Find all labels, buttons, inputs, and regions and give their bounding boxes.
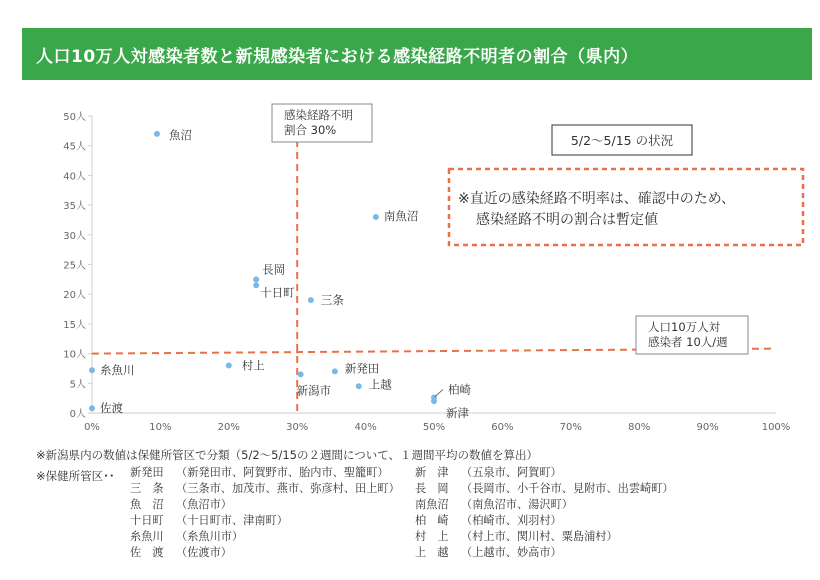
page-title: 人口10万人対感染者数と新規感染者における感染経路不明者の割合（県内） (22, 28, 812, 80)
district-areas: （新発田市、阿賀野市、胎内市、聖籠町） (176, 466, 389, 479)
district-name: 新 津 (415, 466, 449, 479)
point-label: 新津 (446, 406, 469, 421)
x-tick-label: 70% (559, 422, 582, 433)
district-name: 村 上 (415, 530, 449, 543)
district-row (130, 481, 400, 497)
district-name: 新発田 (130, 466, 164, 479)
ref-label-30pct: 割合 30% (284, 123, 337, 137)
y-tick-label: 0人 (69, 409, 86, 420)
x-tick-label: 50% (422, 422, 446, 433)
x-tick-label: 0% (84, 422, 100, 433)
point-label: 長岡 (262, 262, 286, 277)
x-tick-label: 80% (628, 422, 651, 433)
district-name: 糸魚川 (130, 530, 164, 543)
district-row (415, 497, 573, 513)
y-tick-label: 30人 (63, 230, 86, 242)
district-row (415, 529, 618, 545)
point-label: 南魚沼 (383, 208, 419, 223)
chart-axes (63, 110, 790, 433)
point-label: 新発田 (344, 361, 380, 376)
district-areas: （五泉市、阿賀町） (461, 466, 562, 479)
chart-points (89, 128, 471, 420)
y-tick-label: 35人 (63, 201, 86, 213)
period-label: 5/2～5/15 の状況 (570, 133, 674, 148)
point-新津 (431, 398, 437, 404)
ref-label-10-per-100k: 人口10万人対 (648, 320, 721, 334)
point-label: 上越 (368, 377, 392, 392)
point-label: 新潟市 (296, 383, 332, 398)
point-村上 (226, 362, 232, 368)
district-row (130, 513, 288, 529)
district-row (130, 497, 232, 513)
point-label: 糸魚川 (100, 363, 135, 378)
point-label: 佐渡 (100, 401, 123, 416)
label-connector (435, 390, 443, 397)
point-十日町 (253, 282, 259, 288)
point-label: 十日町 (260, 285, 295, 300)
district-name: 十日町 (130, 514, 164, 527)
y-tick-label: 5人 (69, 379, 86, 391)
x-tick-label: 40% (354, 422, 377, 433)
district-areas: （南魚沼市、湯沢町） (461, 498, 573, 511)
district-name: 南魚沼 (415, 498, 449, 511)
district-row (415, 513, 562, 529)
y-tick-label: 20人 (63, 290, 86, 302)
y-tick-label: 25人 (63, 260, 86, 272)
note-method: ※新潟県内の数値は保健所管区で分類（5/2～5/15の２週間について、１週間平均の数値を算出） (36, 448, 539, 462)
district-row (415, 465, 562, 481)
district-name: 佐 渡 (130, 546, 164, 559)
district-name: 魚 沼 (130, 498, 164, 511)
chart-annotations (272, 104, 803, 354)
x-tick-label: 100% (761, 422, 791, 433)
caution-box (449, 169, 803, 245)
point-三条 (308, 297, 314, 303)
point-長岡 (253, 276, 259, 282)
district-name: 三 条 (130, 482, 164, 495)
point-魚沼 (154, 131, 160, 137)
caution-line-1: ※直近の感染経路不明率は、確認中のため、 (458, 191, 736, 207)
district-areas: （十日町市、津南町） (176, 514, 288, 527)
caution-line-2: 感染経路不明の割合は暫定値 (476, 212, 658, 228)
point-南魚沼 (373, 214, 379, 220)
district-areas: （上越市、妙高市） (461, 546, 562, 559)
y-tick-label: 40人 (63, 171, 86, 183)
y-tick-label: 50人 (63, 112, 86, 123)
district-row (415, 481, 674, 497)
point-新潟市 (298, 371, 304, 377)
district-areas: （魚沼市） (176, 498, 232, 511)
point-label: 魚沼 (168, 127, 192, 142)
point-新発田 (332, 368, 338, 374)
district-areas: （三条市、加茂市、燕市、弥彦村、田上町） (176, 482, 400, 495)
x-tick-label: 10% (149, 422, 172, 433)
district-areas: （佐渡市） (176, 546, 232, 559)
ref-label-10-per-100k: 感染者 10人/週 (648, 335, 728, 349)
point-label: 柏崎 (448, 382, 471, 397)
district-name: 柏 崎 (415, 514, 449, 527)
x-tick-label: 60% (491, 422, 514, 433)
x-tick-label: 20% (217, 422, 240, 433)
point-佐渡 (89, 405, 95, 411)
district-areas: （柏崎市、刈羽村） (461, 514, 562, 527)
y-tick-label: 45人 (63, 141, 86, 153)
point-label: 三条 (320, 293, 344, 308)
district-areas: （村上市、関川村、粟島浦村） (461, 530, 618, 543)
district-name: 上 越 (415, 546, 449, 559)
point-label: 村上 (241, 358, 265, 373)
note-district-header: ※保健所管区･･ (36, 469, 115, 483)
district-row (415, 545, 562, 561)
x-tick-label: 90% (696, 422, 719, 433)
district-areas: （糸魚川市） (176, 530, 244, 543)
district-row (130, 465, 389, 481)
y-tick-label: 10人 (63, 349, 86, 361)
x-tick-label: 30% (286, 422, 309, 433)
district-row (130, 545, 232, 561)
district-row (130, 529, 243, 545)
point-上越 (356, 383, 362, 389)
ref-label-30pct: 感染経路不明 (284, 108, 353, 122)
y-tick-label: 15人 (63, 319, 86, 331)
district-name: 長 岡 (415, 482, 449, 495)
district-areas: （長岡市、小千谷市、見附市、出雲崎町） (461, 482, 674, 495)
point-糸魚川 (89, 367, 95, 373)
